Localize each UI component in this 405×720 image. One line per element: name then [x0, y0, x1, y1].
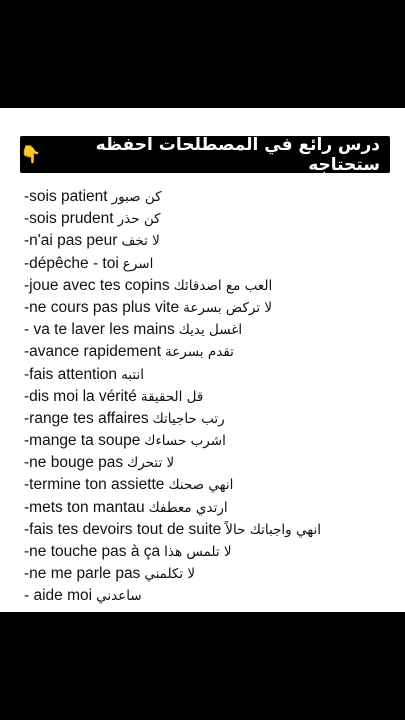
banner-title: درس رائع في المصطلحات احفظه ستحتاجه [95, 134, 380, 175]
arabic-translation: لا تركض بسرعة [183, 299, 273, 316]
list-item [24, 186, 404, 208]
arabic-translation: قل الحقيقة [140, 388, 204, 405]
list-item [24, 275, 404, 297]
arabic-translation: انتبه [121, 366, 144, 383]
french-phrase: -mange ta soupe [24, 432, 141, 450]
arabic-translation: اشرب حساءك [144, 433, 226, 450]
french-phrase: -ne touche pas à ça [24, 543, 161, 560]
pointing-down-hand-icon: 👇 [20, 144, 42, 165]
french-phrase: -sois prudent [24, 210, 114, 228]
french-phrase: -dis moi la vérité [24, 387, 137, 405]
list-item [24, 253, 404, 275]
french-phrase: -termine ton assiette [24, 476, 165, 494]
french-phrase: -ne cours pas plus vite [24, 298, 180, 316]
list-item [24, 297, 404, 319]
list-item [24, 541, 404, 563]
arabic-translation: كن حذر [117, 211, 161, 228]
arabic-translation: اغسل يديك [178, 322, 243, 339]
french-phrase: - va te laver les mains [24, 321, 175, 339]
french-phrase: -ne bouge pas [24, 454, 124, 472]
french-phrase: -avance rapidement [24, 343, 161, 361]
list-item [24, 497, 404, 519]
list-item [24, 319, 404, 341]
french-phrase: -fais attention [24, 365, 118, 383]
french-phrase: -dépêche - toi [24, 254, 119, 272]
french-phrase: -n'ai pas peur [24, 232, 118, 250]
french-phrase: -mets ton mantau [24, 498, 145, 516]
list-item [24, 230, 404, 252]
phrase-list [24, 186, 404, 608]
arabic-translation: انهي واجباتك حالاً [225, 521, 321, 538]
arabic-translation: تقدم بسرعة [165, 344, 234, 361]
arabic-translation: لا تلمس هذا [164, 544, 232, 560]
arabic-translation: لا تتحرك [127, 455, 175, 472]
arabic-translation: ساعدني [96, 588, 142, 605]
list-item [24, 519, 404, 541]
list-item [24, 408, 404, 430]
list-item [24, 585, 404, 607]
lesson-card [0, 108, 405, 612]
arabic-translation: رتب حاجياتك [152, 410, 225, 427]
french-phrase: -fais tes devoirs tout de suite [24, 520, 222, 538]
title-banner [20, 136, 390, 173]
list-item [24, 474, 404, 496]
french-phrase: -ne me parle pas [24, 565, 141, 583]
arabic-translation: كن صبور [111, 189, 162, 205]
french-phrase: -sois patient [24, 188, 108, 205]
french-phrase: - aide moi [24, 587, 93, 605]
french-phrase: -range tes affaires [24, 409, 149, 427]
list-item [24, 208, 404, 230]
list-item [24, 452, 404, 474]
french-phrase: -joue avec tes copins [24, 276, 170, 294]
arabic-translation: اسرع [122, 255, 154, 272]
list-item [24, 341, 404, 363]
arabic-translation: لا تخف [121, 233, 160, 250]
list-item [24, 430, 404, 452]
arabic-translation: ارتدي معطفك [148, 499, 228, 516]
list-item [24, 364, 404, 386]
arabic-translation: انهي صحنك [168, 477, 234, 494]
arabic-translation: لا تكلمني [144, 566, 196, 583]
list-item [24, 563, 404, 585]
arabic-translation: العب مع اصدقائك [173, 277, 273, 294]
list-item [24, 386, 404, 408]
